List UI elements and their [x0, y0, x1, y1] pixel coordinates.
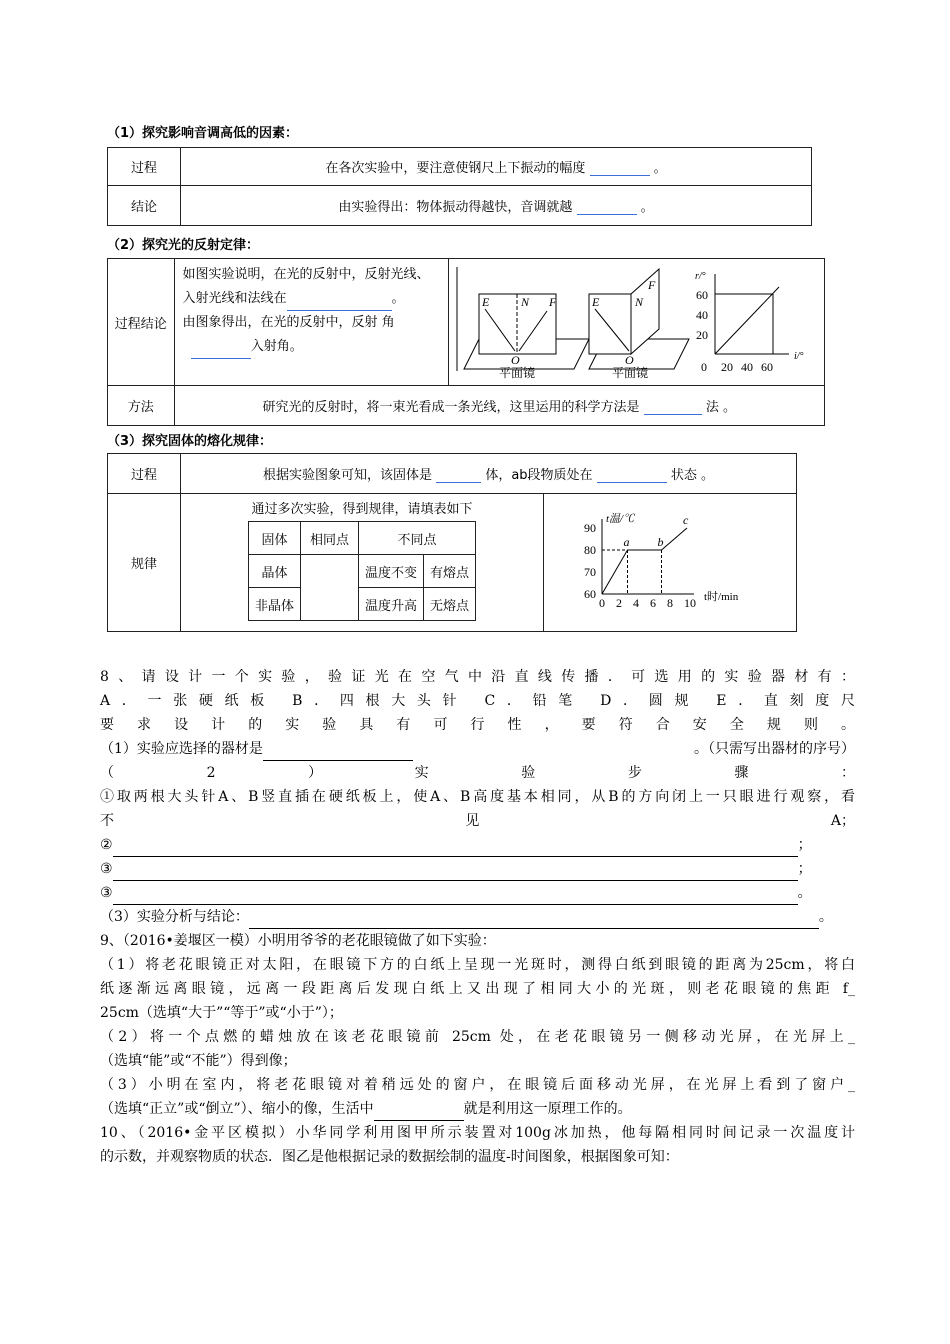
blank[interactable] — [597, 482, 667, 483]
text: 如图实验说明，在光的反射中，反射光线、入射光线和法线在 — [182, 267, 430, 306]
row-label: 方法 — [108, 386, 175, 426]
step-4 — [100, 881, 855, 905]
q8-part1 — [100, 737, 855, 761]
point-label-a: a — [623, 535, 630, 549]
step-3 — [100, 857, 855, 881]
text: ； — [797, 861, 812, 877]
section-3-heading: （3）探究固体的熔化规律： — [107, 434, 273, 449]
text: 。 — [640, 200, 654, 215]
text: ③ — [100, 861, 113, 877]
process-cell — [181, 148, 812, 186]
pitch-table — [107, 147, 812, 226]
x-tick: 0 — [701, 360, 707, 374]
x-tick: 40 — [741, 360, 753, 374]
conclusion-cell — [174, 259, 449, 386]
chart-cell — [544, 494, 797, 632]
label-mirror: 平面镜 — [499, 366, 536, 380]
label-n: N — [635, 295, 644, 309]
row-label: 过程 — [108, 454, 181, 494]
rule-cell — [181, 494, 544, 632]
blank[interactable] — [644, 414, 702, 415]
label-o: O — [625, 353, 634, 367]
text: （1）实验应选择的器材是 — [100, 741, 263, 757]
header: 固体 — [248, 522, 300, 555]
section-2-heading: （2）探究光的反射定律： — [107, 238, 260, 253]
text: 入射角。 — [250, 339, 303, 354]
answer-blank[interactable] — [249, 910, 819, 929]
text: （3）实验分析与结论： — [100, 909, 249, 925]
text: 在各次实验中，要注意使钢尺上下振动的幅度 — [325, 161, 586, 176]
mirror-2 — [589, 269, 689, 369]
label-mirror: 平面镜 — [612, 366, 649, 380]
section-1-heading: （1）探究影响音调高低的因素： — [107, 126, 299, 141]
blank[interactable] — [191, 358, 251, 359]
y-tick: 60 — [696, 288, 708, 302]
cell: 非晶体 — [248, 588, 300, 621]
q9-line: （3）小明在室内，将老花眼镜对着稍远处的窗户，在眼镜后面移动光屏，在光屏上看到了窗户_ — [100, 1077, 855, 1093]
text: 。 — [818, 909, 833, 925]
header: 相同点 — [300, 522, 358, 555]
text: ③ — [100, 885, 113, 901]
point-label-c: c — [683, 513, 689, 527]
text: （选填“正立”或“倒立”）、缩小的像，生活中 — [100, 1101, 374, 1117]
header: 不同点 — [358, 522, 475, 555]
q8-line: 8、请设计一个实验，验证光在空气中沿直线传播．可选用的实验器材有： — [100, 669, 855, 685]
text: 状态 。 — [670, 468, 714, 483]
melting-chart — [544, 494, 794, 627]
cell: 无熔点 — [424, 588, 476, 621]
intro: 通过多次实验，得到规律，请填表如下 — [251, 502, 473, 517]
reflection-figure — [449, 259, 824, 381]
y-tick: 90 — [584, 521, 596, 535]
point-label-b: b — [657, 535, 664, 549]
x-axis-label: t时/min — [704, 591, 739, 603]
text: 体，ab段物质处在 — [485, 468, 593, 483]
conclusion-cell — [181, 186, 812, 226]
q8-options: A．一张硬纸板 B．四根大头针 C．铅笔 D．圆规 E．直刻度尺 — [100, 693, 855, 709]
blank[interactable] — [590, 175, 650, 176]
blank-cell[interactable] — [300, 555, 358, 621]
label-n: N — [521, 295, 530, 309]
rule-table — [248, 521, 476, 621]
answer-blank[interactable] — [113, 862, 798, 881]
y-tick: 20 — [696, 328, 708, 342]
q8-line: 不见A； — [100, 813, 855, 829]
x-tick: 8 — [667, 596, 673, 610]
reflection-table — [107, 258, 825, 426]
label-o: O — [511, 353, 520, 367]
text: 。 — [653, 161, 667, 176]
row-label: 过程 — [108, 148, 181, 186]
text: 。 — [797, 885, 812, 901]
text: 就是利用这一原理工作的。 — [463, 1101, 632, 1117]
q10-line: 的示数，并观察物质的状态．图乙是他根据记录的数据绘制的温度-时间图象，根据图象可知： — [100, 1149, 679, 1165]
x-tick: 60 — [761, 360, 773, 374]
x-tick: 2 — [616, 596, 622, 610]
data-line — [602, 528, 687, 594]
y-tick: 40 — [696, 308, 708, 322]
label-e: E — [592, 295, 600, 309]
x-tick: 6 — [650, 596, 656, 610]
x-axis-label: i/° — [794, 351, 804, 362]
q10-line: 10、（2016•金平区模拟）小华同学利用图甲所示装置对100g冰加热，他每隔相同时间记录一次温度计 — [100, 1125, 855, 1141]
text: 法 。 — [705, 400, 736, 415]
answer-blank[interactable] — [113, 886, 798, 905]
text: 由图象得出，在光的反射中，反射 角 — [182, 315, 395, 330]
q9-line: （2）将一个点燃的蜡烛放在该老花眼镜前 25cm 处，在老花眼镜另一侧移动光屏，在光屏上_ — [100, 1029, 855, 1045]
blank[interactable] — [287, 310, 392, 311]
method-cell — [174, 386, 825, 426]
text: 由实验得出：物体振动得越快，音调就越 — [338, 200, 573, 215]
answer-blank[interactable] — [263, 742, 413, 761]
step-2 — [100, 833, 855, 857]
text: ② — [100, 837, 113, 853]
cell: 温度不变 — [358, 555, 423, 588]
y-tick: 70 — [584, 565, 596, 579]
label-f: F — [648, 278, 656, 292]
text: 。（只需写出器材的序号） — [694, 741, 855, 757]
text: 研究光的反射时，将一束光看成一条光线，这里运用的科学方法是 — [262, 400, 640, 415]
x-tick: 0 — [599, 596, 605, 610]
figure-cell — [449, 259, 825, 386]
label-f: F — [549, 295, 557, 309]
x-tick: 10 — [684, 596, 696, 610]
y-axis-label: r/° — [695, 271, 706, 282]
cell: 温度升高 — [358, 588, 423, 621]
q9-line: 纸逐渐远离眼镜，远离一段距离后发现白纸上又出现了相同大小的光斑，则老花眼镜的焦距 f_ — [100, 981, 855, 997]
cell: 晶体 — [248, 555, 300, 588]
q9-line — [100, 1097, 855, 1121]
label-e: E — [482, 295, 490, 309]
q9-line: （1）将老花眼镜正对太阳，在眼镜下方的白纸上呈现一光斑时，测得白纸到眼镜的距离为25cm，将白 — [100, 957, 855, 973]
text: 。 — [391, 291, 405, 306]
question-8 — [100, 665, 855, 1169]
row-label: 规律 — [108, 494, 181, 632]
row-label: 过程结论 — [108, 259, 175, 386]
q8-line: 要求设计的实验具有可行性，要符合安全规则。 — [100, 717, 855, 733]
y-tick: 60 — [584, 587, 596, 601]
q9-title: 9、（2016•姜堰区一模）小明用爷爷的老花眼镜做了如下实验： — [100, 933, 496, 949]
row-label: 结论 — [108, 186, 181, 226]
text: 根据实验图象可知，该固体是 — [263, 468, 433, 483]
y-tick: 80 — [584, 543, 596, 557]
text: ； — [797, 837, 812, 853]
blank[interactable] — [436, 482, 481, 483]
melting-table — [107, 453, 797, 632]
q9-line: 25cm（选填“大于”“等于”或“小于”）； — [100, 1005, 343, 1021]
q8-line: （2）实验步骤： — [100, 765, 855, 781]
q9-line: （选填“能”或“不能”）得到像； — [100, 1053, 297, 1069]
q8-part3 — [100, 905, 855, 929]
process-cell — [181, 454, 797, 494]
blank[interactable] — [577, 214, 637, 215]
q8-line: ①取两根大头针A、B竖直插在硬纸板上，使A、B高度基本相同，从B的方向闭上一只眼进行观察，看 — [100, 789, 855, 805]
answer-blank[interactable] — [374, 1102, 464, 1121]
y-axis-label: t温/℃ — [606, 513, 635, 525]
angle-graph — [715, 274, 789, 354]
x-tick: 20 — [721, 360, 733, 374]
answer-blank[interactable] — [113, 838, 798, 857]
cell: 有熔点 — [424, 555, 476, 588]
x-tick: 4 — [633, 596, 639, 610]
